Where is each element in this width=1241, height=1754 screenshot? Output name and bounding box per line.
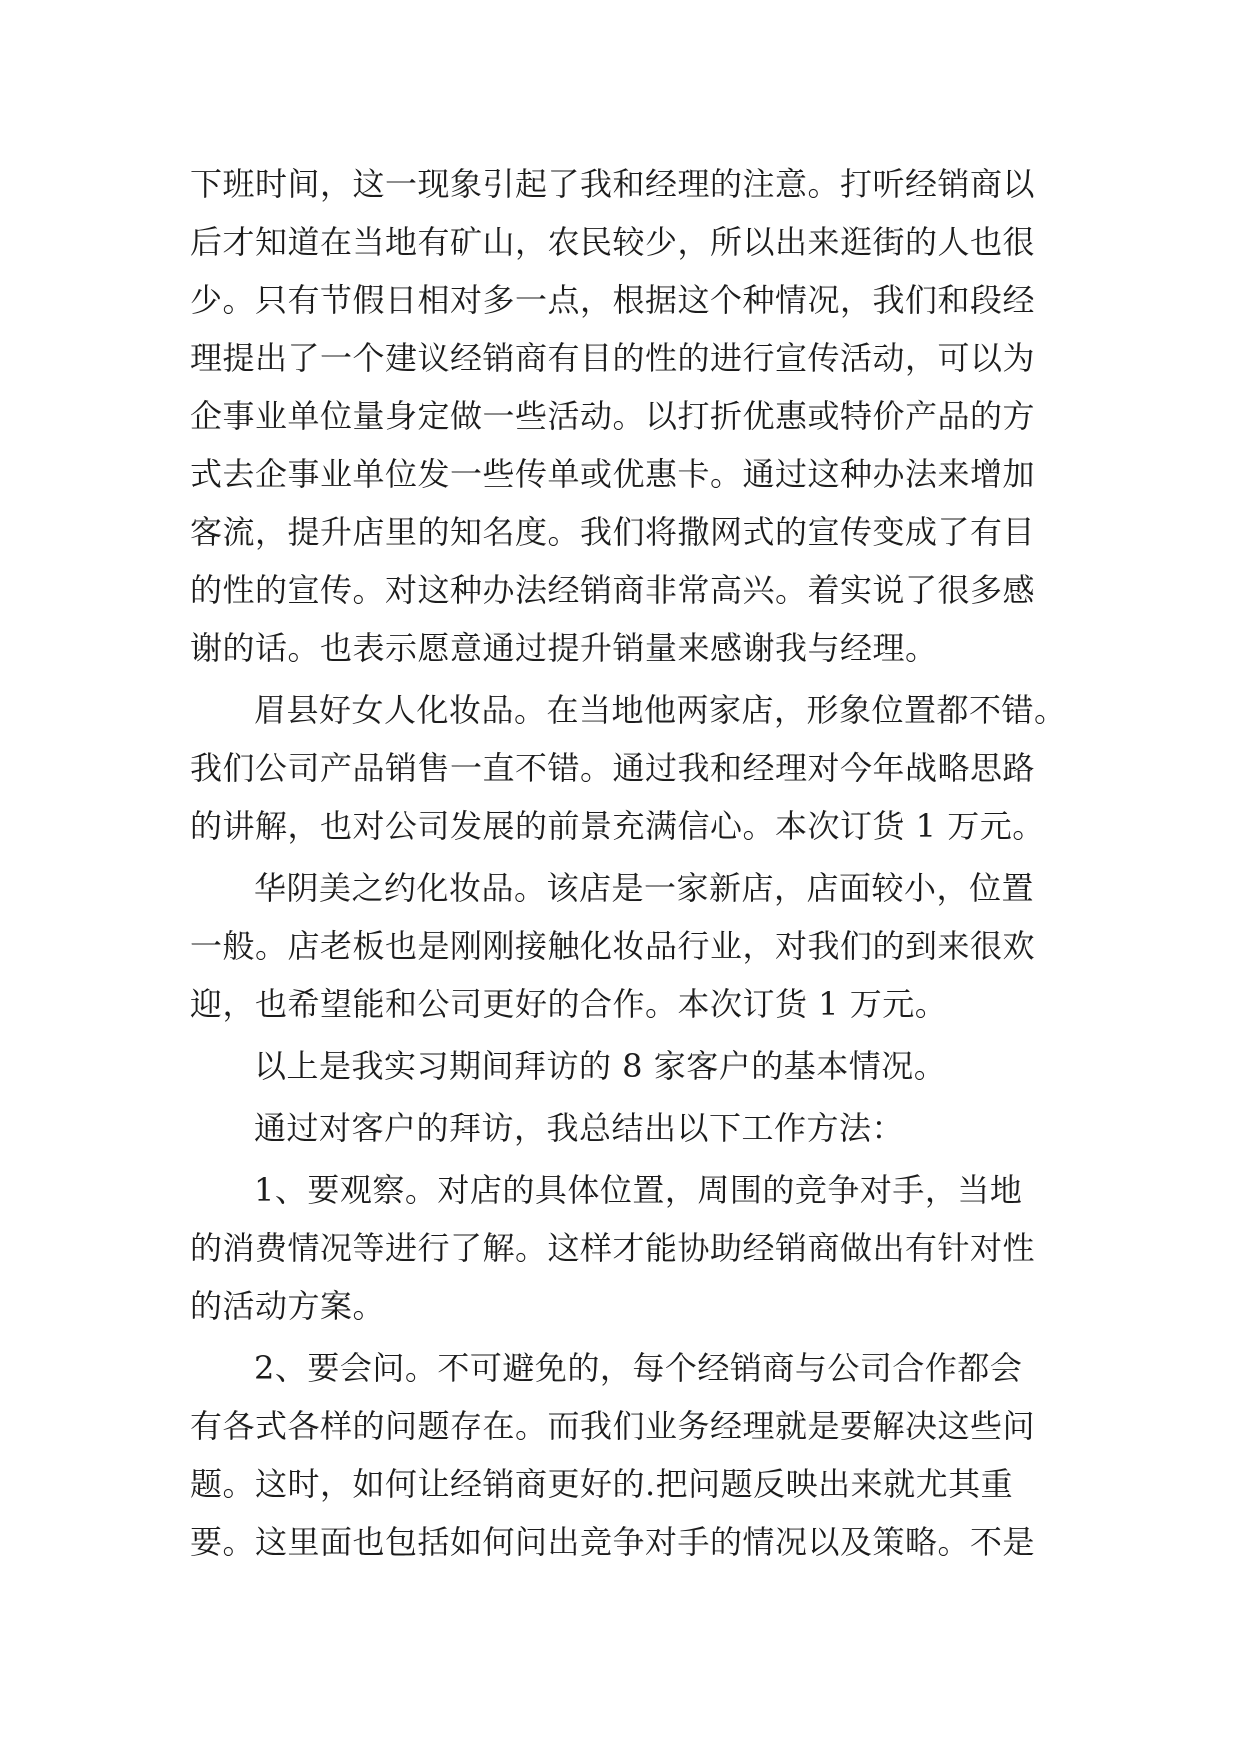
paragraph bbox=[190, 1339, 1060, 1571]
text-line: 少。只有节假日相对多一点，根据这个种情况，我们和段经 bbox=[190, 281, 1036, 319]
text-line: 有各式各样的问题存在。而我们业务经理就是要解决这些问 bbox=[190, 1407, 1036, 1445]
paragraph bbox=[190, 859, 1060, 1033]
paragraph bbox=[190, 155, 1060, 677]
text-line: 眉县好女人化妆品。在当地他两家店，形象位置都不错。 bbox=[254, 691, 1067, 729]
text-line: 题。这时，如何让经销商更好的.把问题反映出来就尤其重 bbox=[190, 1465, 1014, 1503]
text-line: 谢的话。也表示愿意通过提升销量来感谢我与经理。 bbox=[190, 629, 938, 667]
text-line: 的讲解，也对公司发展的前景充满信心。本次订货 1 万元。 bbox=[190, 807, 1045, 845]
text-line: 一般。店老板也是刚刚接触化妆品行业，对我们的到来很欢 bbox=[190, 927, 1036, 965]
text-line: 的性的宣传。对这种办法经销商非常高兴。着实说了很多感 bbox=[190, 571, 1036, 609]
text-line: 2、要会问。不可避免的，每个经销商与公司合作都会 bbox=[254, 1349, 1023, 1387]
text-line: 的活动方案。 bbox=[190, 1287, 386, 1325]
text-line: 以上是我实习期间拜访的 8 家客户的基本情况。 bbox=[254, 1047, 947, 1085]
text-line: 式去企事业单位发一些传单或优惠卡。通过这种办法来增加 bbox=[190, 455, 1036, 493]
text-line: 客流，提升店里的知名度。我们将撒网式的宣传变成了有目 bbox=[190, 513, 1036, 551]
text-line: 理提出了一个建议经销商有目的性的进行宣传活动，可以为 bbox=[190, 339, 1036, 377]
text-line: 后才知道在当地有矿山，农民较少，所以出来逛街的人也很 bbox=[190, 223, 1036, 261]
text-line: 要。这里面也包括如何问出竞争对手的情况以及策略。不是 bbox=[190, 1523, 1036, 1561]
text-line: 我们公司产品销售一直不错。通过我和经理对今年战略思路 bbox=[190, 749, 1036, 787]
text-line: 企事业单位量身定做一些活动。以打折优惠或特价产品的方 bbox=[190, 397, 1036, 435]
text-line: 下班时间，这一现象引起了我和经理的注意。打听经销商以 bbox=[190, 165, 1036, 203]
paragraph bbox=[190, 1161, 1060, 1335]
paragraph bbox=[190, 1099, 1060, 1157]
text-line: 1、要观察。对店的具体位置，周围的竞争对手，当地 bbox=[254, 1171, 1023, 1209]
paragraph bbox=[190, 681, 1067, 855]
paragraph bbox=[190, 1037, 1060, 1095]
document-body bbox=[190, 155, 1067, 1571]
text-line: 通过对客户的拜访，我总结出以下工作方法： bbox=[254, 1109, 905, 1147]
text-line: 的消费情况等进行了解。这样才能协助经销商做出有针对性 bbox=[190, 1229, 1036, 1267]
text-line: 华阴美之约化妆品。该店是一家新店，店面较小，位置 bbox=[254, 869, 1035, 907]
text-line: 迎，也希望能和公司更好的合作。本次订货 1 万元。 bbox=[190, 985, 948, 1023]
